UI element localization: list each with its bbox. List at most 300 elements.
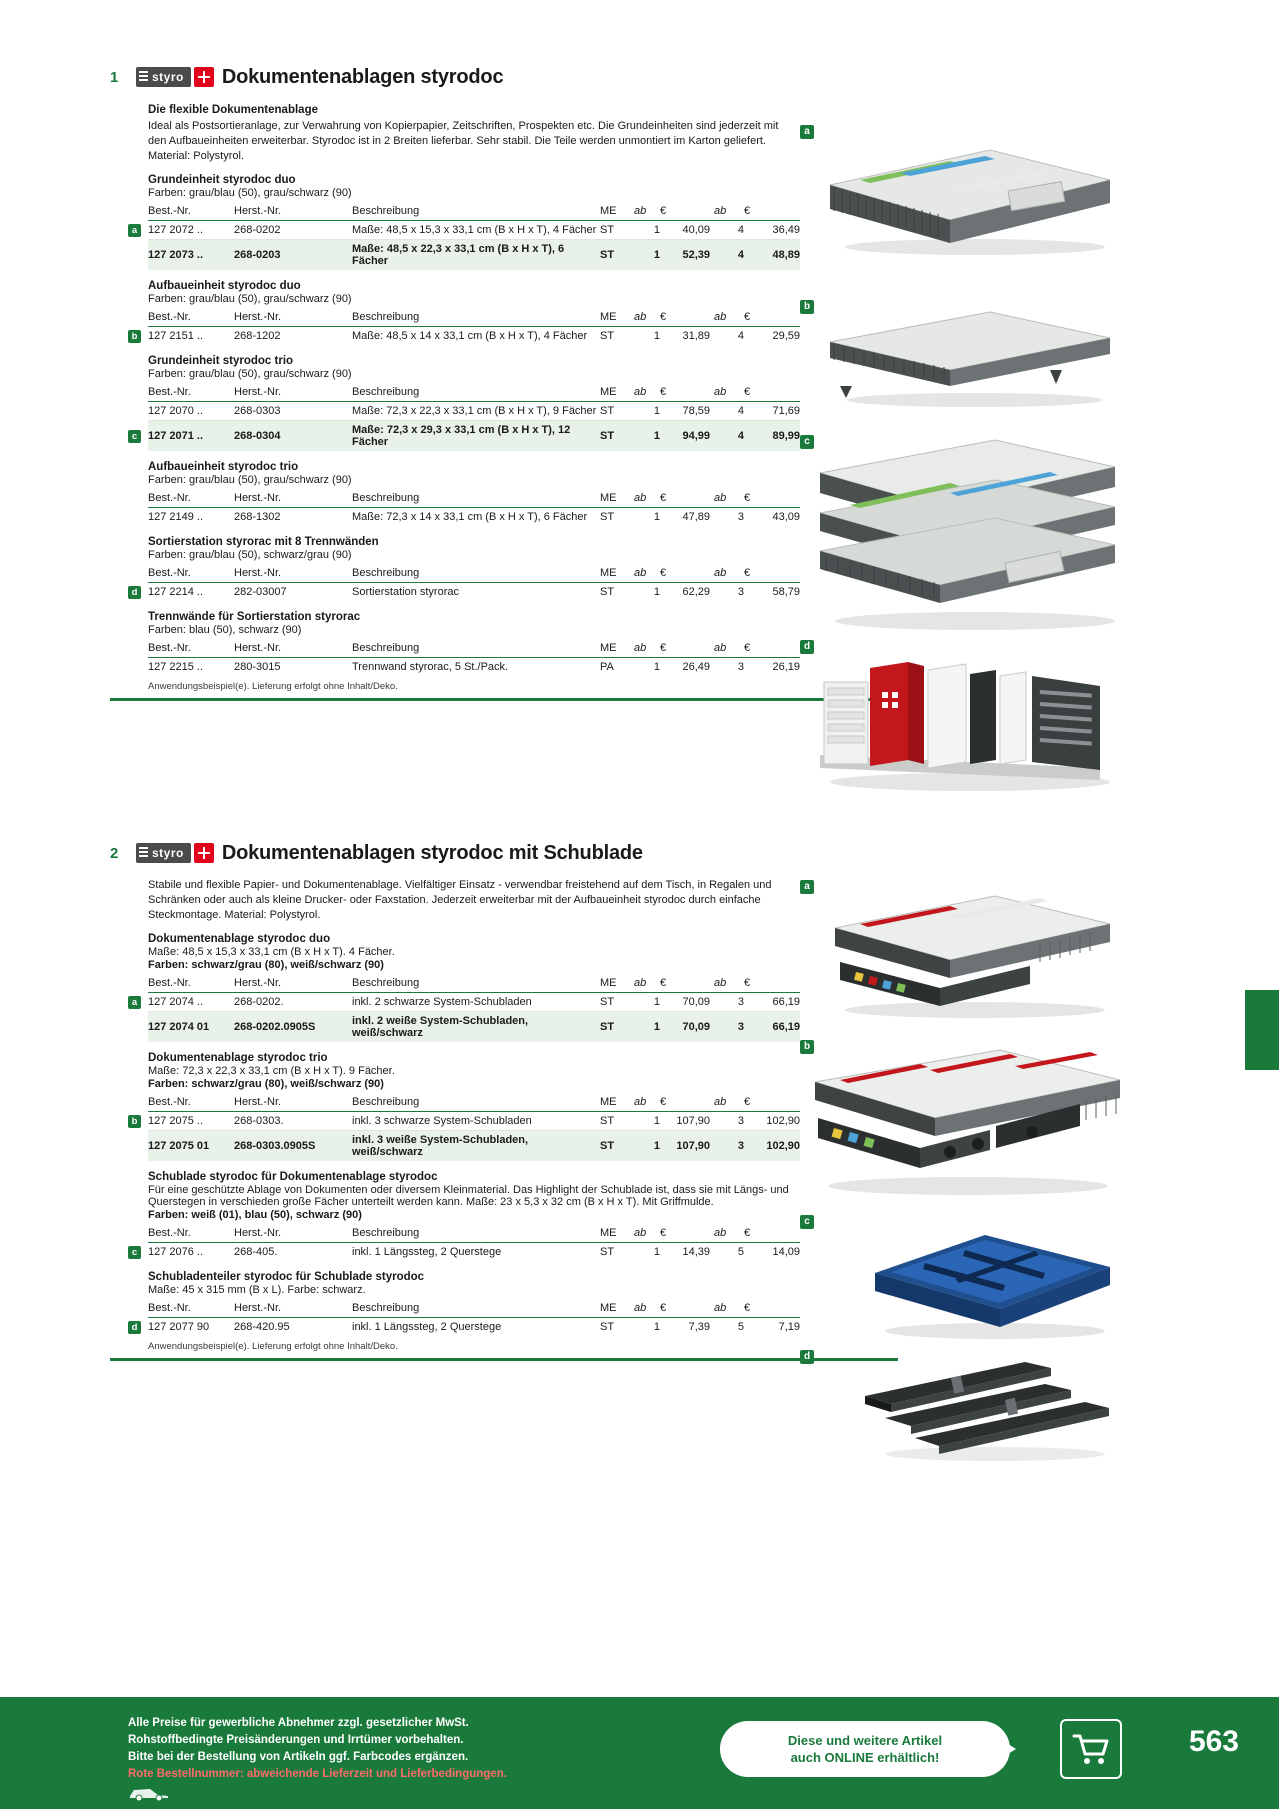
product-table	[148, 640, 800, 676]
cell-ab1: 1	[634, 221, 660, 240]
cell-p2: 7,19	[778, 1321, 800, 1333]
online-bubble[interactable]	[720, 1721, 1010, 1777]
column-header: €	[660, 1094, 714, 1112]
cell-desc: Maße: 72,3 x 14 x 33,1 cm (B x H x T), 6 Fächer	[352, 511, 588, 523]
column-header: €	[744, 1094, 800, 1112]
cell-text: 127 2072 ..	[148, 224, 204, 236]
styrodoc-duo-illustration	[800, 125, 1130, 260]
cell-ab1: 1	[653, 1246, 660, 1258]
cell-ab2: 3	[737, 1021, 744, 1033]
image-badge: d	[800, 1350, 814, 1364]
column-header: Best.-Nr.	[148, 384, 234, 402]
bubble-line-2: auch ONLINE erhältlich!	[790, 1750, 940, 1765]
image-badge: c	[800, 435, 814, 449]
cell-p2: 26,19	[772, 661, 800, 673]
column-header: €	[744, 203, 800, 221]
product-group-title: Grundeinheit styrodoc trio	[148, 355, 294, 367]
cell-text: 127 2076 ..	[148, 1246, 204, 1258]
section-header	[110, 60, 800, 94]
column-header: Best.-Nr.	[148, 1225, 234, 1243]
table-header-row	[148, 1300, 800, 1318]
column-header: Beschreibung	[352, 490, 600, 508]
cell-me: ST	[600, 221, 634, 240]
column-header: Beschreibung	[352, 309, 600, 327]
product-group-line: Farben: grau/blau (50), grau/schwarz (90)	[148, 293, 352, 305]
product-group-title: Aufbaueinheit styrodoc duo	[148, 280, 301, 292]
product-table	[131, 203, 800, 270]
product-group	[131, 280, 800, 345]
cell-best: 127 2075 01	[148, 1140, 210, 1152]
column-header: Herst.-Nr.	[234, 1225, 352, 1243]
table-row[interactable]	[148, 327, 800, 346]
section-divider	[110, 1358, 898, 1361]
product-group	[148, 611, 800, 676]
column-header: ab	[714, 1094, 744, 1112]
cell-p1: 14,39	[682, 1246, 710, 1258]
column-header: €	[744, 565, 800, 583]
column-header: ab	[714, 565, 744, 583]
table-header-row	[148, 309, 800, 327]
cell-herst: 268-0202	[234, 221, 352, 240]
cell-me: ST	[600, 1112, 634, 1131]
column-header: ab	[714, 640, 744, 658]
table-header-row	[148, 565, 800, 583]
column-header: Herst.-Nr.	[234, 975, 352, 993]
column-header: €	[744, 640, 800, 658]
cell-herst: 268-0202.0905S	[234, 1021, 316, 1033]
product-group-line: Farben: grau/blau (50), schwarz/grau (90)	[148, 549, 352, 561]
cell-desc: Trennwand styrorac, 5 St./Pack.	[352, 661, 509, 673]
cell-ab2: 4	[737, 249, 744, 261]
product-image-2b	[800, 1040, 1130, 1200]
column-header: ab	[714, 1225, 744, 1243]
cell-text: 127 2151 ..	[148, 330, 204, 342]
image-badge: b	[800, 1040, 814, 1054]
cell-p1: 40,09	[660, 221, 714, 240]
cell-desc: Maße: 48,5 x 22,3 x 33,1 cm (B x H x T), 6 Fächer	[352, 243, 565, 267]
cell-ab1: 1	[653, 586, 660, 598]
section-divider	[110, 698, 898, 701]
cell-ab1: 1	[634, 1112, 660, 1131]
cell-desc: inkl. 3 schwarze System-Schubladen	[352, 1112, 600, 1131]
image-badge: a	[800, 880, 814, 894]
cell-ab1: 1	[653, 1140, 660, 1152]
image-badge: a	[800, 125, 814, 139]
cell-desc: Sortierstation styrorac	[352, 586, 459, 598]
table-header-row	[148, 1225, 800, 1243]
product-group	[148, 461, 800, 526]
cell-best: 127 2074 01	[148, 1021, 210, 1033]
column-header: Herst.-Nr.	[234, 203, 352, 221]
section-styrodoc-schublade	[110, 836, 800, 1361]
cell-ab1: 1	[634, 402, 660, 421]
table-row[interactable]	[148, 1012, 800, 1043]
column-header: €	[744, 1225, 800, 1243]
cell-best: 127 2149 ..	[148, 511, 204, 523]
cell-ab1: 1	[634, 993, 660, 1012]
cell-herst: 268-0303.	[234, 1112, 352, 1131]
product-table	[131, 384, 800, 451]
column-header: ab	[634, 203, 660, 221]
footer-line-3: Bitte bei der Bestellung von Artikeln ggf. Farbcodes ergänzen.	[128, 1751, 469, 1763]
section-description: Ideal als Postsortieranlage, zur Verwahrung von Kopierpapier, Zeitschriften, Prospekten etc. Die Grundeinheiten sind jederzeit mit den Aufbaueinheiten erweiterbar. Styrodoc ist in 2 Breiten lieferbar. Sehr stabil. Die Teile werden unmontiert im Karton geliefert. Material: Polystyrol.	[148, 120, 779, 162]
cell-ab2: 3	[714, 993, 744, 1012]
section-description: Stabile und flexible Papier- und Dokumentenablage. Vielfältiger Einsatz - verwendbar freistehend auf dem Tisch, in Regalen und Schränken oder auch als kleine Drucker- oder Faxstation. Jederzeit erweiterbar mit der Aufbaueinheit styrodoc durch einfache Steckmontage. Material: Polystyrol.	[148, 879, 772, 921]
product-group-line: Maße: 45 x 315 mm (B x L). Farbe: schwarz.	[148, 1284, 366, 1296]
column-header: ab	[714, 975, 744, 993]
cell-p1: 70,09	[682, 1021, 710, 1033]
table-header-row	[148, 384, 800, 402]
cell-desc: inkl. 2 weiße System-Schubladen, weiß/schwarz	[352, 1015, 529, 1039]
column-header: ab	[634, 490, 660, 508]
product-group-line: Farben: schwarz/grau (80), weiß/schwarz (90)	[148, 1078, 384, 1090]
column-header: Beschreibung	[352, 565, 600, 583]
cell-desc: Maße: 72,3 x 22,3 x 33,1 cm (B x H x T), 9 Fächer	[352, 402, 600, 421]
table-header-row	[148, 1094, 800, 1112]
product-group-line: Farben: schwarz/grau (80), weiß/schwarz (90)	[148, 959, 384, 971]
cell-herst: 268-405.	[234, 1246, 278, 1258]
footer-line-4	[128, 1766, 507, 1783]
column-header: Best.-Nr.	[148, 309, 234, 327]
cell-herst: 282-03007	[234, 586, 287, 598]
column-header: ab	[634, 1300, 660, 1318]
table-header-row	[148, 490, 800, 508]
cell-ab2: 3	[737, 511, 744, 523]
cell-p1: 7,39	[688, 1321, 710, 1333]
cell-p2: 89,99	[772, 430, 800, 442]
product-group	[131, 1052, 800, 1161]
column-header: Beschreibung	[352, 1094, 600, 1112]
column-header: €	[744, 975, 800, 993]
delivery-car-icon	[128, 1785, 170, 1801]
column-header: ab	[714, 203, 744, 221]
column-header: Herst.-Nr.	[234, 640, 352, 658]
product-table	[131, 1300, 800, 1336]
product-group-line: Farben: blau (50), schwarz (90)	[148, 624, 302, 636]
column-header: €	[660, 640, 714, 658]
cell-best: 127 2215 ..	[148, 661, 204, 673]
cell-best	[131, 1318, 234, 1337]
cell-herst: 268-1202	[234, 330, 281, 342]
cell-best: 127 2073 ..	[148, 249, 204, 261]
cell-me: PA	[600, 661, 614, 673]
product-group-title: Sortierstation styrorac mit 8 Trennwänden	[148, 536, 379, 548]
cell-p2: 58,79	[772, 586, 800, 598]
cell-best	[131, 221, 234, 240]
product-group	[131, 536, 800, 601]
table-header-row	[148, 203, 800, 221]
section-subtitle: Die flexible Dokumentenablage	[148, 104, 318, 116]
cell-me: ST	[600, 586, 615, 598]
image-badge: d	[800, 640, 814, 654]
cell-p2: 48,89	[772, 249, 800, 261]
column-header: €	[744, 309, 800, 327]
schubladenteiler-illustration	[855, 1350, 1135, 1470]
image-badge: c	[800, 1215, 814, 1229]
cell-me: ST	[600, 993, 634, 1012]
cell-me: ST	[600, 1140, 615, 1152]
table-row[interactable]	[148, 1243, 800, 1262]
cell-p2: 102,90	[744, 1112, 800, 1131]
column-header: €	[744, 490, 800, 508]
table-row[interactable]	[148, 1131, 800, 1162]
cell-desc: inkl. 3 weiße System-Schubladen, weiß/schwarz	[352, 1134, 529, 1158]
product-group-line: Farben: grau/blau (50), grau/schwarz (90)	[148, 474, 352, 486]
product-group-title: Grundeinheit styrodoc duo	[148, 174, 296, 186]
cell-me: ST	[600, 511, 615, 523]
cell-p1: 70,09	[660, 993, 714, 1012]
page-side-tab	[1245, 990, 1279, 1070]
product-image-1d	[800, 640, 1130, 800]
cell-ab2: 4	[714, 402, 744, 421]
page-number: 563	[1188, 1725, 1239, 1758]
column-header: Best.-Nr.	[148, 490, 234, 508]
cell-best	[131, 1112, 234, 1131]
product-groups	[131, 174, 800, 676]
product-groups	[131, 933, 800, 1336]
product-group-line: Farben: weiß (01), blau (50), schwarz (90)	[148, 1209, 362, 1221]
column-header: ab	[714, 1300, 744, 1318]
footer-line-2: Rohstoffbedingte Preisänderungen und Irrtümer vorbehalten.	[128, 1734, 464, 1746]
product-table	[131, 1094, 800, 1161]
product-group-title: Schubladenteiler styrodoc für Schublade styrodoc	[148, 1271, 425, 1283]
column-header: ab	[634, 975, 660, 993]
cell-text: 127 2074 ..	[148, 996, 204, 1008]
styrodoc-trio-schublade-illustration	[800, 1040, 1130, 1200]
row-badge: c	[128, 1246, 141, 1259]
product-table	[131, 1225, 800, 1261]
section-title: Dokumentenablagen styrodoc mit Schublade	[221, 841, 643, 864]
section-number: 1	[110, 68, 119, 86]
cell-p1: 52,39	[682, 249, 710, 261]
product-table	[131, 309, 800, 345]
cell-p1: 26,49	[682, 661, 710, 673]
table-row[interactable]	[148, 421, 800, 452]
cell-me: ST	[600, 249, 615, 261]
cell-me: ST	[600, 430, 615, 442]
shopping-cart-button[interactable]	[1060, 1719, 1122, 1779]
column-header: €	[660, 203, 714, 221]
column-header: €	[660, 565, 714, 583]
cell-text: 127 2075 ..	[148, 1115, 204, 1127]
cell-ab2: 4	[714, 221, 744, 240]
cell-herst: 268-0202.	[234, 993, 352, 1012]
column-header: ME	[600, 309, 634, 327]
cell-ab2: 5	[737, 1321, 744, 1333]
cell-p2: 66,19	[744, 993, 800, 1012]
product-group	[131, 1171, 800, 1261]
cell-p2: 71,69	[744, 402, 800, 421]
column-header: Herst.-Nr.	[234, 565, 352, 583]
column-header: Herst.-Nr.	[234, 490, 352, 508]
cell-p2: 66,19	[772, 1021, 800, 1033]
section-number: 2	[110, 844, 119, 862]
column-header: €	[660, 490, 714, 508]
cell-ab1: 1	[653, 1021, 660, 1033]
cell-desc: inkl. 1 Längssteg, 2 Querstege	[352, 1321, 502, 1333]
column-header: ab	[634, 309, 660, 327]
table-row[interactable]	[148, 402, 800, 421]
product-group-title: Schublade styrodoc für Dokumentenablage styrodoc	[148, 1171, 438, 1183]
product-group	[131, 355, 800, 451]
column-header: €	[660, 384, 714, 402]
cell-me: ST	[600, 402, 634, 421]
cell-ab1: 1	[653, 430, 660, 442]
table-header-row	[148, 640, 800, 658]
swiss-cross-icon	[194, 67, 214, 87]
column-header: Herst.-Nr.	[234, 1300, 352, 1318]
cell-me: ST	[600, 330, 615, 342]
cell-p2: 14,09	[772, 1246, 800, 1258]
cell-ab1: 1	[653, 1321, 660, 1333]
table-row[interactable]	[148, 1112, 800, 1131]
column-header: ME	[600, 640, 634, 658]
cell-ab2: 3	[714, 1112, 744, 1131]
cell-p1: 107,90	[660, 1112, 714, 1131]
column-header: ab	[634, 1094, 660, 1112]
cell-desc: inkl. 1 Längssteg, 2 Querstege	[352, 1246, 502, 1258]
cell-text: 127 2077 90	[148, 1321, 210, 1333]
table-row[interactable]	[148, 658, 800, 677]
styro-logo	[136, 843, 214, 863]
product-group-line: Maße: 48,5 x 15,3 x 33,1 cm (B x H x T). 4 Fächer.	[148, 946, 395, 958]
cell-desc: Maße: 48,5 x 14 x 33,1 cm (B x H x T), 4 Fächer	[352, 330, 588, 342]
cell-herst: 268-0304	[234, 430, 281, 442]
schublade-illustration	[855, 1215, 1135, 1345]
row-badge: c	[128, 430, 141, 443]
cell-me: ST	[600, 1246, 615, 1258]
footer-text	[128, 1715, 507, 1783]
column-header: ME	[600, 384, 634, 402]
swiss-cross-icon	[194, 843, 214, 863]
image-badge: b	[800, 300, 814, 314]
styrodoc-duo-schublade-illustration	[800, 880, 1130, 1025]
cell-herst: 268-0303	[234, 402, 352, 421]
table-row[interactable]	[148, 221, 800, 240]
table-header-row	[148, 975, 800, 993]
cell-ab2: 3	[737, 586, 744, 598]
cell-p1: 47,89	[682, 511, 710, 523]
product-table	[131, 565, 800, 601]
footer-line-4-text: Rote Bestellnummer: abweichende Lieferzeit und Lieferbedingungen.	[128, 1768, 507, 1780]
column-header: ME	[600, 975, 634, 993]
cell-desc: Maße: 72,3 x 29,3 x 33,1 cm (B x H x T), 12 Fächer	[352, 424, 571, 448]
product-table	[131, 975, 800, 1042]
footer-line-1: Alle Preise für gewerbliche Abnehmer zzgl. gesetzlicher MwSt.	[128, 1717, 469, 1729]
column-header: ab	[634, 565, 660, 583]
product-image-2d	[803, 1350, 1135, 1470]
cell-herst: 268-420.95	[234, 1321, 290, 1333]
cell-herst: 280-3015	[234, 661, 281, 673]
row-badge: a	[128, 996, 141, 1009]
cell-me: ST	[600, 1321, 615, 1333]
section-title: Dokumentenablagen styrodoc	[221, 65, 504, 88]
table-row[interactable]	[148, 583, 800, 602]
column-header: ME	[600, 490, 634, 508]
cell-ab1: 1	[653, 249, 660, 261]
product-image-1c	[800, 435, 1130, 635]
column-header: Beschreibung	[352, 1225, 600, 1243]
section-styrodoc	[110, 60, 800, 701]
column-header: ab	[714, 384, 744, 402]
column-header: €	[744, 1300, 800, 1318]
column-header: ab	[714, 490, 744, 508]
cell-best	[131, 993, 234, 1012]
cell-p2: 29,59	[772, 330, 800, 342]
column-header: Best.-Nr.	[148, 640, 234, 658]
table-row[interactable]	[148, 993, 800, 1012]
section-header	[110, 836, 800, 870]
product-group	[131, 1271, 800, 1336]
arrow-icon	[990, 1733, 1016, 1765]
cell-herst: 268-0203	[234, 249, 281, 261]
column-header: Best.-Nr.	[148, 1300, 234, 1318]
cell-ab2: 3	[737, 1140, 744, 1152]
column-header: Best.-Nr.	[148, 975, 234, 993]
row-badge: b	[128, 330, 141, 343]
column-header: Beschreibung	[352, 640, 600, 658]
column-header: ab	[634, 1225, 660, 1243]
car-icon	[128, 1785, 170, 1804]
row-badge: d	[128, 586, 141, 599]
cell-p1: 62,29	[682, 586, 710, 598]
styro-logo	[136, 67, 214, 87]
brand-label: styro	[136, 67, 191, 87]
cell-desc: inkl. 2 schwarze System-Schubladen	[352, 993, 600, 1012]
product-image-1b	[800, 300, 1130, 415]
table-row[interactable]	[148, 240, 800, 271]
cart-icon	[1072, 1732, 1110, 1766]
styrodoc-aufbau-illustration	[800, 300, 1130, 415]
cell-best	[131, 327, 234, 346]
section-note: Anwendungsbeispiel(e). Lieferung erfolgt ohne Inhalt/Deko.	[148, 1341, 398, 1352]
column-header: ME	[600, 1094, 634, 1112]
column-header: €	[660, 1225, 714, 1243]
page-footer	[0, 1697, 1279, 1809]
cell-best: 127 2070 ..	[148, 402, 234, 421]
column-header: Beschreibung	[352, 384, 600, 402]
product-image-2c	[804, 1215, 1135, 1345]
cell-best	[131, 583, 234, 602]
column-header: €	[660, 309, 714, 327]
table-row[interactable]	[148, 508, 800, 527]
bubble-line-1: Diese und weitere Artikel	[787, 1733, 943, 1748]
column-header: ab	[634, 384, 660, 402]
product-group	[131, 174, 800, 270]
column-header: ME	[600, 565, 634, 583]
cell-text: 127 2214 ..	[148, 586, 204, 598]
product-group-line: Für eine geschützte Ablage von Dokumenten oder diversem Kleinmaterial. Das Highlight der Schublade ist, dass sie mit Längs- und Querstegen in verschieden große Fächer unterteilt werden kann. Maße: 23 x 5,3 x 32 cm (B x H x T). Mit Griffmulde.	[148, 1184, 789, 1208]
cell-text: 127 2071 ..	[148, 430, 204, 442]
cell-p1: 78,59	[660, 402, 714, 421]
cell-ab2: 4	[737, 330, 744, 342]
sortierstation-illustration	[800, 640, 1130, 800]
product-group-title: Dokumentenablage styrodoc trio	[148, 1052, 328, 1064]
column-header: Beschreibung	[352, 975, 600, 993]
cell-p1: 31,89	[682, 330, 710, 342]
column-header: ME	[600, 203, 634, 221]
column-header: Best.-Nr.	[148, 203, 234, 221]
column-header: €	[744, 384, 800, 402]
column-header: Herst.-Nr.	[234, 309, 352, 327]
section-note: Anwendungsbeispiel(e). Lieferung erfolgt ohne Inhalt/Deko.	[148, 681, 398, 692]
cell-ab1: 1	[653, 511, 660, 523]
table-row[interactable]	[148, 1318, 800, 1337]
column-header: Beschreibung	[352, 203, 600, 221]
column-header: €	[660, 975, 714, 993]
column-header: ab	[634, 640, 660, 658]
cell-ab1: 1	[653, 661, 660, 673]
